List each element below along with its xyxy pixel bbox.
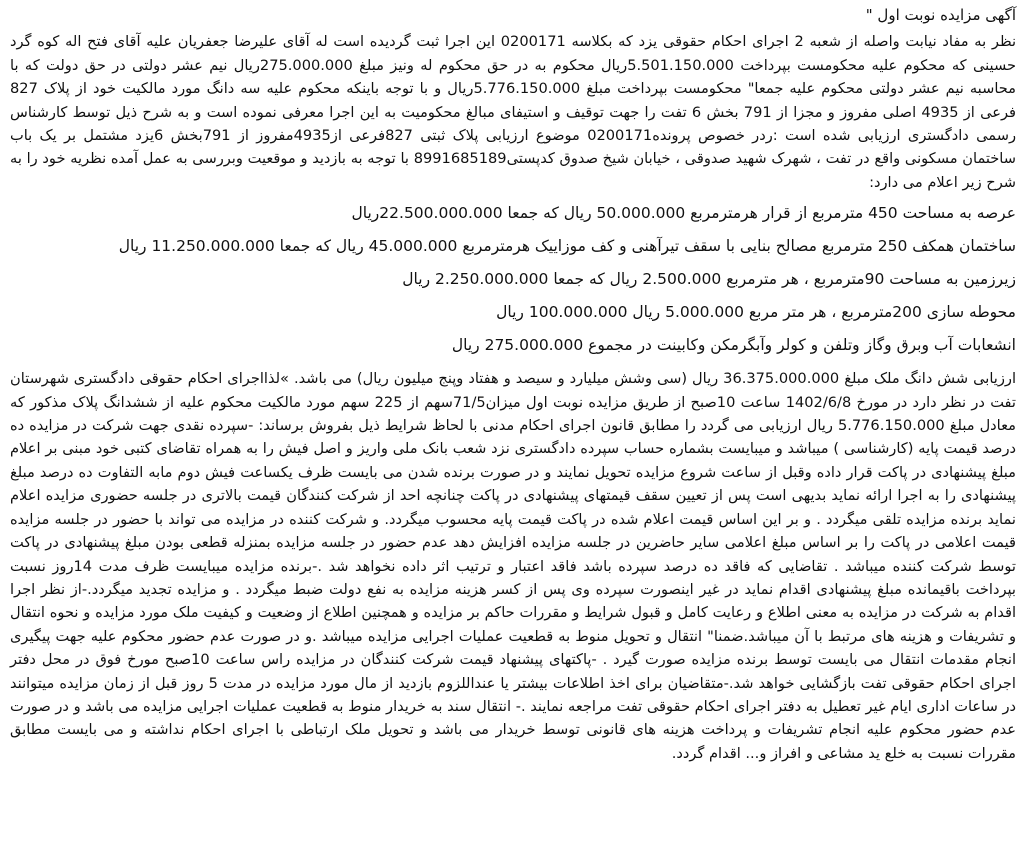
valuation-item-land: عرصه به مساحت 450 مترمربع از قرار هرمترمربع 50.000.000 ریال که جمعا 22.500.000.000ریال (351, 204, 1016, 223)
auction-notice (10, 4, 1016, 765)
valuation-item-ground-floor: ساختمان همکف 250 مترمربع مصالح بنایی با سقف تیرآهنی و کف موزاییک هرمترمربع 45.000.000 ریال که جمعا 11.250.000.000 ریال (118, 237, 1016, 256)
valuation-item-yard: محوطه سازی 200مترمربع ، هر متر مربع 5.000.000 ریال 100.000.000 ریال (496, 303, 1016, 322)
notice-terms-paragraph: ارزیابی شش دانگ ملک مبلغ 36.375.000.000 ریال (سی وشش میلیارد و سیصد و هفتاد وپنج میلیون ریال) می باشد. »لذااجرای احکام حقوقی دادگستری شهرستان تفت در نظر دارد در مورخ 1402/6/8 ساعت 10صبح از طریق مزایده نوبت اول میزان71/5سهم از 225 سهم مورد مالکیت محکوم علیه از ششدانگ پلاک مذکور که معادل مبلغ 5.776.150.000 ریال ارزیابی می گردد را مطابق قانون اجرای احکام مدنی با لحاظ شرایط ذیل بفروش برساند: -سپرده نقدی جهت شرکت در مزایده ده درصد قیمت پایه (کارشناسی ) میباشد و میبایست بشماره حساب سپرده دادگستری نزد شعب بانک ملی واریز و اصل فیش را به همراه تقاضای کتبی خود مبنی بر اعلام مبلغ پیشنهادی در پاکت قرار داده وقبل از ساعت شروع مزایده تحویل نمایند و در صورت برنده شدن می بایست ظرف یکساعت فیش دوم مابه التفاوت ده درصد مبلغ پیشنهادی را به اجرا ارائه نماید بدیهی است پس از تعیین سقف قیمتهای پیشنهادی در پاکت چنانچه احد از شرکت کنندگان قیمت بالاتری در جلسه حضوری مزایده اعلام نماید برنده مزایده تلقی میگردد . و بر این اساس قیمت اعلام شده در پاکت قیمت پایه محسوب میگردد. و شرکت کننده در مزایده می تواند با حضور در جلسه مزایده قیمت اعلامی در پاکت را بر اساس مبلغ اعلامی سایر حاضرین در جلسه مزایده افزایش دهد عدم حضور در جلسه مزایده بمنزله قطعی بودن مبلغ پیشنهادی در پاکت توسط شرکت کننده میباشد . تقاضایی که فاقد ده درصد سپرده باشد فاقد اعتبار و ترتیب اثر داده نخواهد شد .-برنده مزایده میبایست ظرف مدت 14روز نسبت بپرداخت باقیمانده مبلغ پیشنهادی اقدام نماید در غیر اینصورت سپرده وی پس از کسر هزینه مزایده به نفع دولت ضبط میگردد . و مزایده تجدید میگردد.-از نظر اجرا اقدام به شرکت در مزایده به معنی اطلاع و رعایت کامل و قبول شرایط و مقررات حاکم بر مزایده و همچنین اطلاع از وضعیت و کیفیت ملک مورد مزایده و نحوه انتقال و تشریفات و هزینه های مرتبط با آن میباشد.ضمنا" انتقال و تحویل منوط به قطعیت عملیات اجرایی مزایده میباشد .و در صورت عدم حضور محکوم علیه جهت پیگیری انجام مقدمات انتقال می بایست توسط برنده مزایده صورت گیرد . -پاکتهای پیشنهاد قیمت شرکت کنندگان در مزایده راس ساعت 10صبح مورخ فوق در محل دفتر اجرای احکام حقوقی تفت بازگشایی خواهد شد.-متقاضیان برای اخذ اطلاعات بیشتر یا عنداللزوم بازدید از مال مورد مزایده در مدت 5 روز قبل از زمان مزایده میتوانند در ساعات اداری ایام غیر تعطیل به دفتر اجرای احکام حقوقی تفت مراجعه نمایند .- انتقال سند به خریدار منوط به قطعیت عملیات اجرایی مزایده می باشد و در صورت عدم حضور محکوم علیه انجام تشریفات و پرداخت هزینه های قانونی توسط خریدار می باشد و تحویل ملک ارتباطی با اجرای احکام نداشته و می بایست مطابق مقررات نسبت به خلع ید مشاعی و افراز و... اقدام گردد. (10, 370, 1017, 762)
valuation-item-basement: زیرزمین به مساحت 90مترمربع ، هر مترمربع 2.500.000 ریال که جمعا 2.250.000.000 ریال (402, 270, 1016, 289)
valuation-item-utilities: انشعابات آب وبرق وگاز وتلفن و کولر وآبگرمکن وکابینت در مجموع 275.000.000 ریال (451, 336, 1016, 355)
notice-intro-paragraph: نظر به مفاد نیابت واصله از شعبه 2 اجرای احکام حقوقی یزد که بکلاسه 0200171 این اجرا ثبت گردیده است له آقای علیرضا جعفریان علیه آقای فتح اله کوه گرد حسینی که محکوم علیه محکومست بپرداخت 5.501.150.000ریال محکوم به در حق محکوم له ونیز مبلغ 275.000.000ریال نیم عشر دولتی در حق دولت که با محاسبه نیم عشر دولتی محکوم علیه جمعا" محکومست بپرداخت مبلغ 5.776.150.000ریال و با توجه باینکه محکوم علیه سه دانگ مورد مالکیت خود از پلاک 827 فرعی از 4935 اصلی مفروز و مجزا از 791 بخش 6 تفت را جهت توقیف و استیفای مبالغ محکومیت به این اجرا معرفی نموده است و به شرح ذیل توسط کارشناس رسمی دادگستری ارزیابی شده است :ردر خصوص پرونده0200171 موضوع ارزیابی پلاک ثبتی 827فرعی از4935مفروز از 791بخش 6یزد مشتمل بر یک باب ساختمان مسکونی واقع در تفت ، شهرک شهید صدوقی ، خیابان شیخ صدوق کدپستی8991685189 با توجه به بازدید و موقعیت وبررسی به عمل آمده نظریه خود را به شرح زیر اعلام می دارد: (10, 33, 1017, 191)
notice-title: آگهی مزایده نوبت اول " (865, 6, 1016, 24)
